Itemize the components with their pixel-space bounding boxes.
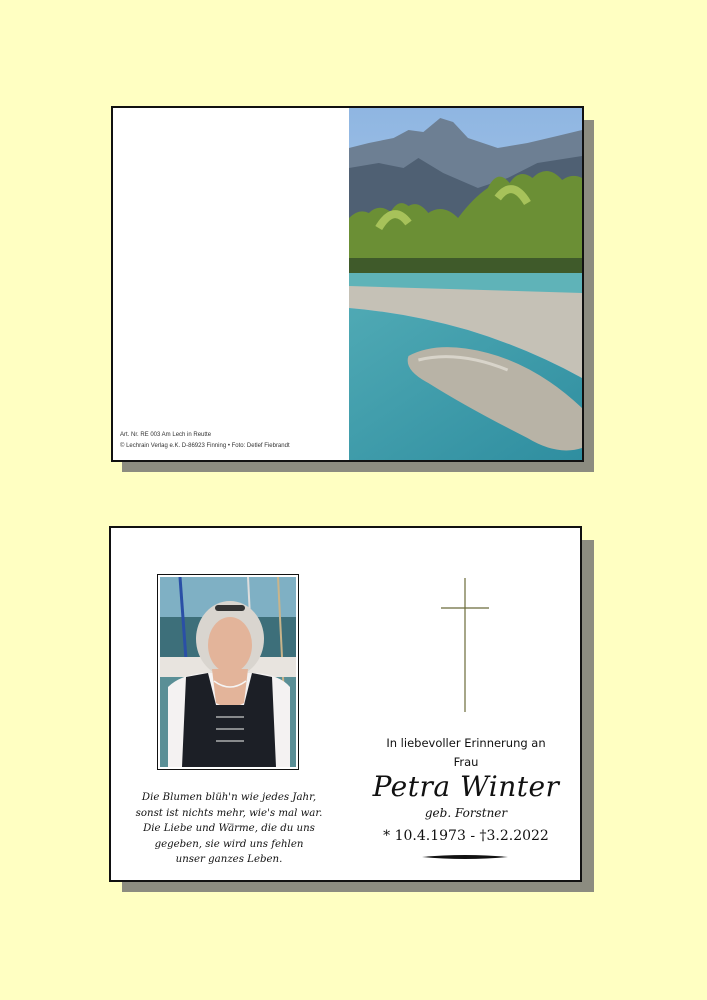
- front-card-back-panel: [113, 108, 349, 460]
- imprint-article: Art. Nr. RE 003 Am Lech in Reutte: [120, 432, 212, 438]
- maiden-name: geb. Forstner: [424, 806, 508, 820]
- death-symbol: - †: [470, 828, 487, 844]
- poem-line: gegeben, sie wird uns fehlen: [154, 838, 304, 850]
- poem-line: Die Liebe und Wärme, die du uns: [143, 823, 315, 834]
- birth-date: 10.4.1973: [394, 828, 466, 844]
- inner-card: [109, 526, 582, 882]
- poem-line: sonst ist nichts mehr, wie's mal war.: [135, 807, 323, 819]
- landscape-photo: [349, 108, 582, 460]
- birth-symbol: *: [383, 828, 391, 844]
- portrait-photo: [157, 574, 299, 770]
- remembrance-line: In liebevoller Erinnerung an: [386, 736, 546, 750]
- poem-line: Die Blumen blüh'n wie jedes Jahr,: [141, 792, 317, 803]
- life-dates: [351, 828, 581, 844]
- poem-line: unser ganzes Leben.: [175, 854, 283, 865]
- front-card: [111, 106, 584, 462]
- cross-icon: [439, 578, 491, 712]
- ornament-divider-icon: [422, 853, 508, 861]
- salutation: Frau: [453, 755, 479, 769]
- imprint: [120, 430, 290, 452]
- death-date: 3.2.2022: [486, 828, 549, 844]
- deceased-name: Petra Winter: [372, 770, 560, 803]
- imprint-publisher: © Lechrain Verlag e.K. D-86923 Finning • Foto: Detlef Fiebrandt: [120, 443, 290, 449]
- poem: [131, 790, 327, 868]
